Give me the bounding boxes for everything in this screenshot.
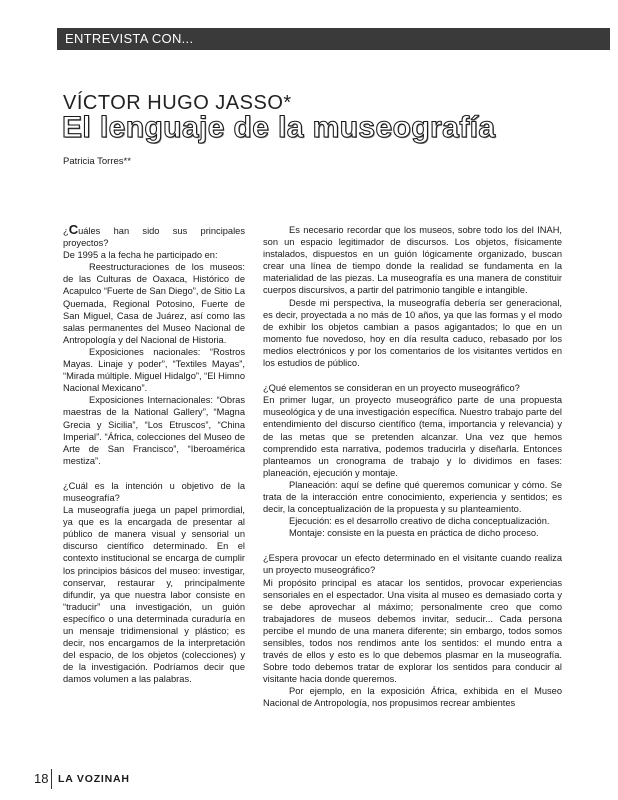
footer-divider — [51, 769, 52, 789]
question-1 — [63, 224, 245, 249]
answer-3-planeacion: Planeación: aquí se define qué queremos comunicar y cómo. Se trata de la interacción entre conocimiento, experiencia y sentidos; es decir, la conceptualización de la propuesta y su planteamiento. — [263, 479, 562, 515]
question-1-text: uáles han sido sus principales proyectos? — [63, 226, 245, 249]
right-column — [263, 224, 562, 710]
section-banner-label: ENTREVISTA CON... — [65, 31, 194, 46]
answer-1-paragraph-2: Exposiciones nacionales: “Rostros Mayas. Linaje y poder”, “Textiles Mayas”, “Mirada múltiple. Miguel Hidalgo”, “El Himno Nacional Mexicano”. — [63, 346, 245, 394]
question-3: ¿Qué elementos se consideran en un proyecto museográfico? — [263, 383, 520, 394]
answer-2-paragraph-2: Es necesario recordar que los museos, sobre todo los del INAH, son un espacio legitimador de discursos. Los objetos, físicamente instalados, dispuestos en un guión lógicamente organizado, buscan crear una línea de tiempo donde la realidad se fundamenta en la materialidad de las piezas. La museografía es una manera de constituir cuerpos discursivos, a partir del patrimonio tangible e intangible. — [263, 225, 562, 296]
answer-1-intro: De 1995 a la fecha he participado en: — [63, 250, 218, 261]
answer-4-paragraph-1: Mi propósito principal es atacar los sentidos, provocar experiencias sensoriales en el espectador. Una visita al museo es demasiado corta y se debe aprovechar al máximo; personalmente creo que como trabajadores de museos debemos invitar, seducir... Cada persona percibe el mundo de una manera diferente; sin embargo, todos somos sensibles, todos nos rendimos ante los sentidos: el mundo entra a través de ellos y esto es lo que debemos plasmar en la museografía. Sobre todo debemos tratar de explorar los sentidos para conducir al visitante hacia donde queremos. — [263, 577, 562, 685]
section-banner — [57, 28, 610, 50]
drop-cap: C — [68, 222, 79, 237]
question-1-lead: ¿ — [63, 226, 69, 236]
answer-4-paragraph-2: Por ejemplo, en la exposición África, exhibida en el Museo Nacional de Antropología, nos propusimos recrear ambientes — [263, 686, 562, 709]
article-title: El lenguaje de la museografía — [62, 111, 496, 144]
answer-2-paragraph-1: La museografía juega un papel primordial, ya que es la encargada de presentar al público de manera visual y sensorial un discurso científico determinado. En el contexto institucional se encarga de cumplir los principios básicos del museo: investigar, conservar, restaurar y, principalmente difundir, ya que nuestra labor consiste en “traducir” una investigación, un guión específico o una determinada curaduría en un mensaje tridimensional y plástico; es decir, nos encargamos de la interpretación del espacio, de los objetos (colecciones) y de la investigación. Podríamos decir que damos volumen a las palabras. — [63, 505, 245, 685]
page-number: 18 — [34, 771, 49, 786]
answer-3-ejecucion: Ejecución: es el desarrollo creativo de dicha conceptualización. — [289, 516, 550, 527]
left-column — [63, 224, 245, 685]
answer-3-paragraph-1: En primer lugar, un proyecto museográfico parte de una propuesta museológica y de una investigación específica. Nuestro trabajo parte del entendimiento del discurso científico (tema, importancia y relevancia) y de las metas que se pretenden alcanzar. Una vez que hemos comprendido esta narrativa, podemos traducirla y diseñarla. Entonces planteamos un cronograma de trabajo y lo dividimos en fases: planeación, ejecución y montaje. — [263, 395, 562, 478]
answer-1-paragraph-1: Reestructuraciones de los museos: de las Culturas de Oaxaca, Histórico de Acapulco “Fuerte de San Diego”, de Sitio La Quemada, Regional Potosino, Fuerte de San Miguel, Casa de Juárez, así como las salas permanentes del Museo Nacional de Antropología y del Nacional de Historia. — [63, 262, 245, 345]
question-2: ¿Cuál es la intención u objetivo de la museografía? — [63, 480, 245, 503]
answer-2-paragraph-3: Desde mi perspectiva, la museografía debería ser generacional, es decir, proyectada a no más de 10 años, ya que las formas y el modo de exhibir los objetos cambian a pasos agigantados; lo que en un momento fue novedoso, hoy en día resulta caduco, rebasado por los medios electrónicos y por los comentarios de los visitantes vertidos en los estudios de público. — [263, 297, 562, 369]
question-4: ¿Espera provocar un efecto determinado en el visitante cuando realiza un proyecto museográfico? — [263, 553, 562, 576]
magazine-name: LA VOZINAH — [58, 773, 130, 785]
interviewee-name: VÍCTOR HUGO JASSO* — [63, 92, 292, 114]
answer-1-paragraph-3: Exposiciones Internacionales: “Obras maestras de la National Gallery”, “Magna Grecia y Sicilia”, “Los Etruscos”, “China Imperial”. “África, colecciones del Museo de Arte de San Francisco”, “Iberoamérica mestiza”. — [63, 395, 245, 466]
article-byline: Patricia Torres** — [63, 156, 131, 167]
answer-3-montaje: Montaje: consiste en la puesta en práctica de dicho proceso. — [289, 528, 539, 539]
